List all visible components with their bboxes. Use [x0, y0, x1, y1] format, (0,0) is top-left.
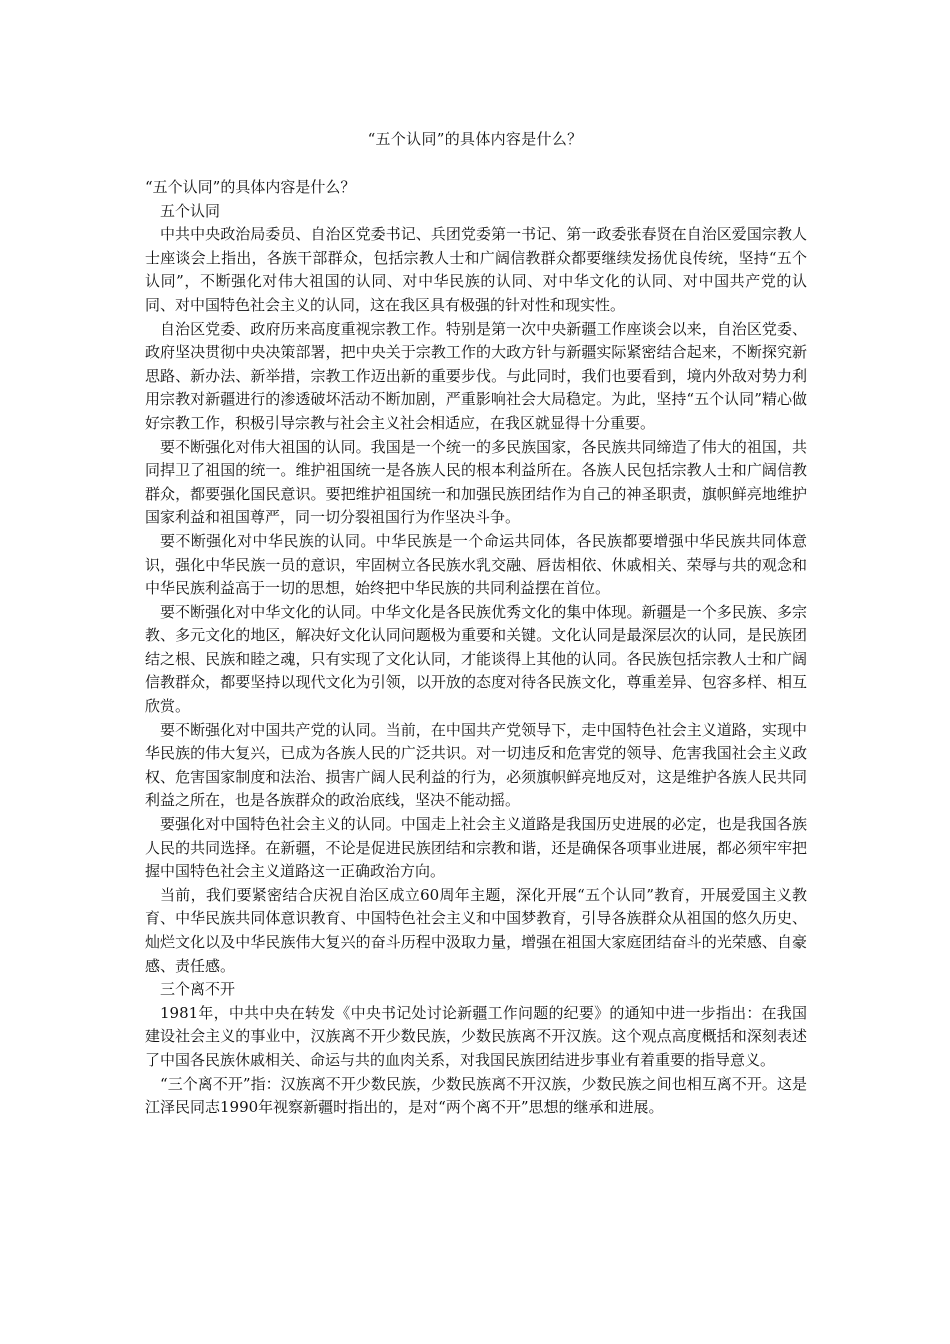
document-body — [145, 176, 807, 1120]
paragraph: 要不断强化对中国共产党的认同。当前，在中国共产党领导下，走中国特色社会主义道路，实现中华民族的伟大复兴，已成为各族人民的广泛共识。对一切违反和危害党的领导、危害我国社会主义政权、危害国家制度和法治、损害广阔人民利益的行为，必须旗帜鲜亮地反对，这是维护各族人民共同利益之所在，也是各族群众的政治底线，坚决不能动摇。 — [145, 720, 807, 810]
paragraph: 1981年，中共中央在转发《中央书记处讨论新疆工作问题的纪要》的通知中进一步指出：在我国建设社会主义的事业中，汉族离不开少数民族，少数民族离不开汉族。这个观点高度概括和深刻表述了中国各民族休戚相关、命运与共的血肉关系，对我国民族团结进步事业有着重要的指导意义。 — [145, 1003, 807, 1069]
paragraph: 要不断强化对中华民族的认同。中华民族是一个命运共同体，各民族都要增强中华民族共同体意识，强化中华民族一员的意识，牢固树立各民族水乳交融、唇齿相依、休戚相关、荣辱与共的观念和中华民族利益高于一切的思想，始终把中华民族的共同利益摆在首位。 — [145, 531, 807, 598]
paragraph: 当前，我们要紧密结合庆祝自治区成立60周年主题，深化开展“五个认同”教育，开展爱国主义教育、中华民族共同体意识教育、中国特色社会主义和中国梦教育，引导各族群众从祖国的悠久历史、灿烂文化以及中华民族伟大复兴的奋斗历程中汲取力量，增强在祖国大家庭团结奋斗的光荣感、自豪感、责任感。 — [145, 885, 807, 975]
paragraph: 中共中央政治局委员、自治区党委书记、兵团党委第一书记、第一政委张春贤在自治区爱国宗教人士座谈会上指出，各族干部群众，包括宗教人士和广阔信教群众都要继续发扬优良传统，坚持“五个认同”，不断强化对伟大祖国的认同、对中华民族的认同、对中华文化的认同、对中国共产党的认同、对中国特色社会主义的认同，这在我区具有极强的针对性和现实性。 — [145, 225, 807, 314]
section-heading-five-identities: 五个认同 — [160, 201, 221, 220]
paragraph-question: “五个认同”的具体内容是什么？ — [145, 178, 356, 196]
paragraph: 要不断强化对中华文化的认同。中华文化是各民族优秀文化的集中体现。新疆是一个多民族、多宗教、多元文化的地区，解决好文化认同问题极为重要和关键。文化认同是最深层次的认同，是民族团结之根、民族和睦之魂，只有实现了文化认同，才能谈得上其他的认同。各民族包括宗教人士和广阔信教群众，都要坚持以现代文化为引领，以开放的态度对待各民族文化，尊重差异、包容多样、相互欣赏。 — [145, 602, 807, 716]
section-heading-three-inseparables: 三个离不开 — [160, 980, 236, 999]
paragraph: “三个离不开”指：汉族离不开少数民族，少数民族离不开汉族，少数民族之间也相互离不开。这是江泽民同志1990年视察新疆时指出的，是对“两个离不开”思想的继承和进展。 — [145, 1074, 807, 1117]
paragraph: 要强化对中国特色社会主义的认同。中国走上社会主义道路是我国历史进展的必定，也是我国各族人民的共同选择。在新疆，不论是促进民族团结和宗教和谐，还是确保各项事业进展，都必须牢牢把握中国特色社会主义道路这一正确政治方向。 — [145, 815, 807, 881]
paragraph: 自治区党委、政府历来高度重视宗教工作。特别是第一次中央新疆工作座谈会以来，自治区党委、政府坚决贯彻中央决策部署，把中央关于宗教工作的大政方针与新疆实际紧密结合起来，不断探究新思路、新办法、新举措，宗教工作迈出新的重要步伐。与此同时，我们也要看到，境内外敌对势力利用宗教对新疆进行的渗透破坏活动不断加剧，严重影响社会大局稳定。为此，坚持“五个认同”精心做好宗教工作，积极引导宗教与社会主义社会相适应，在我区就显得十分重要。 — [145, 319, 807, 432]
paragraph: 要不断强化对伟大祖国的认同。我国是一个统一的多民族国家，各民族共同缔造了伟大的祖国，共同捍卫了祖国的统一。维护祖国统一是各族人民的根本利益所在。各族人民包括宗教人士和广阔信教群众，都要强化国民意识。要把维护祖国统一和加强民族团结作为自己的神圣职责，旗帜鲜亮地维护国家利益和祖国尊严，同一切分裂祖国行为作坚决斗争。 — [145, 437, 807, 527]
document-title: “五个认同”的具体内容是什么？ — [367, 130, 583, 148]
